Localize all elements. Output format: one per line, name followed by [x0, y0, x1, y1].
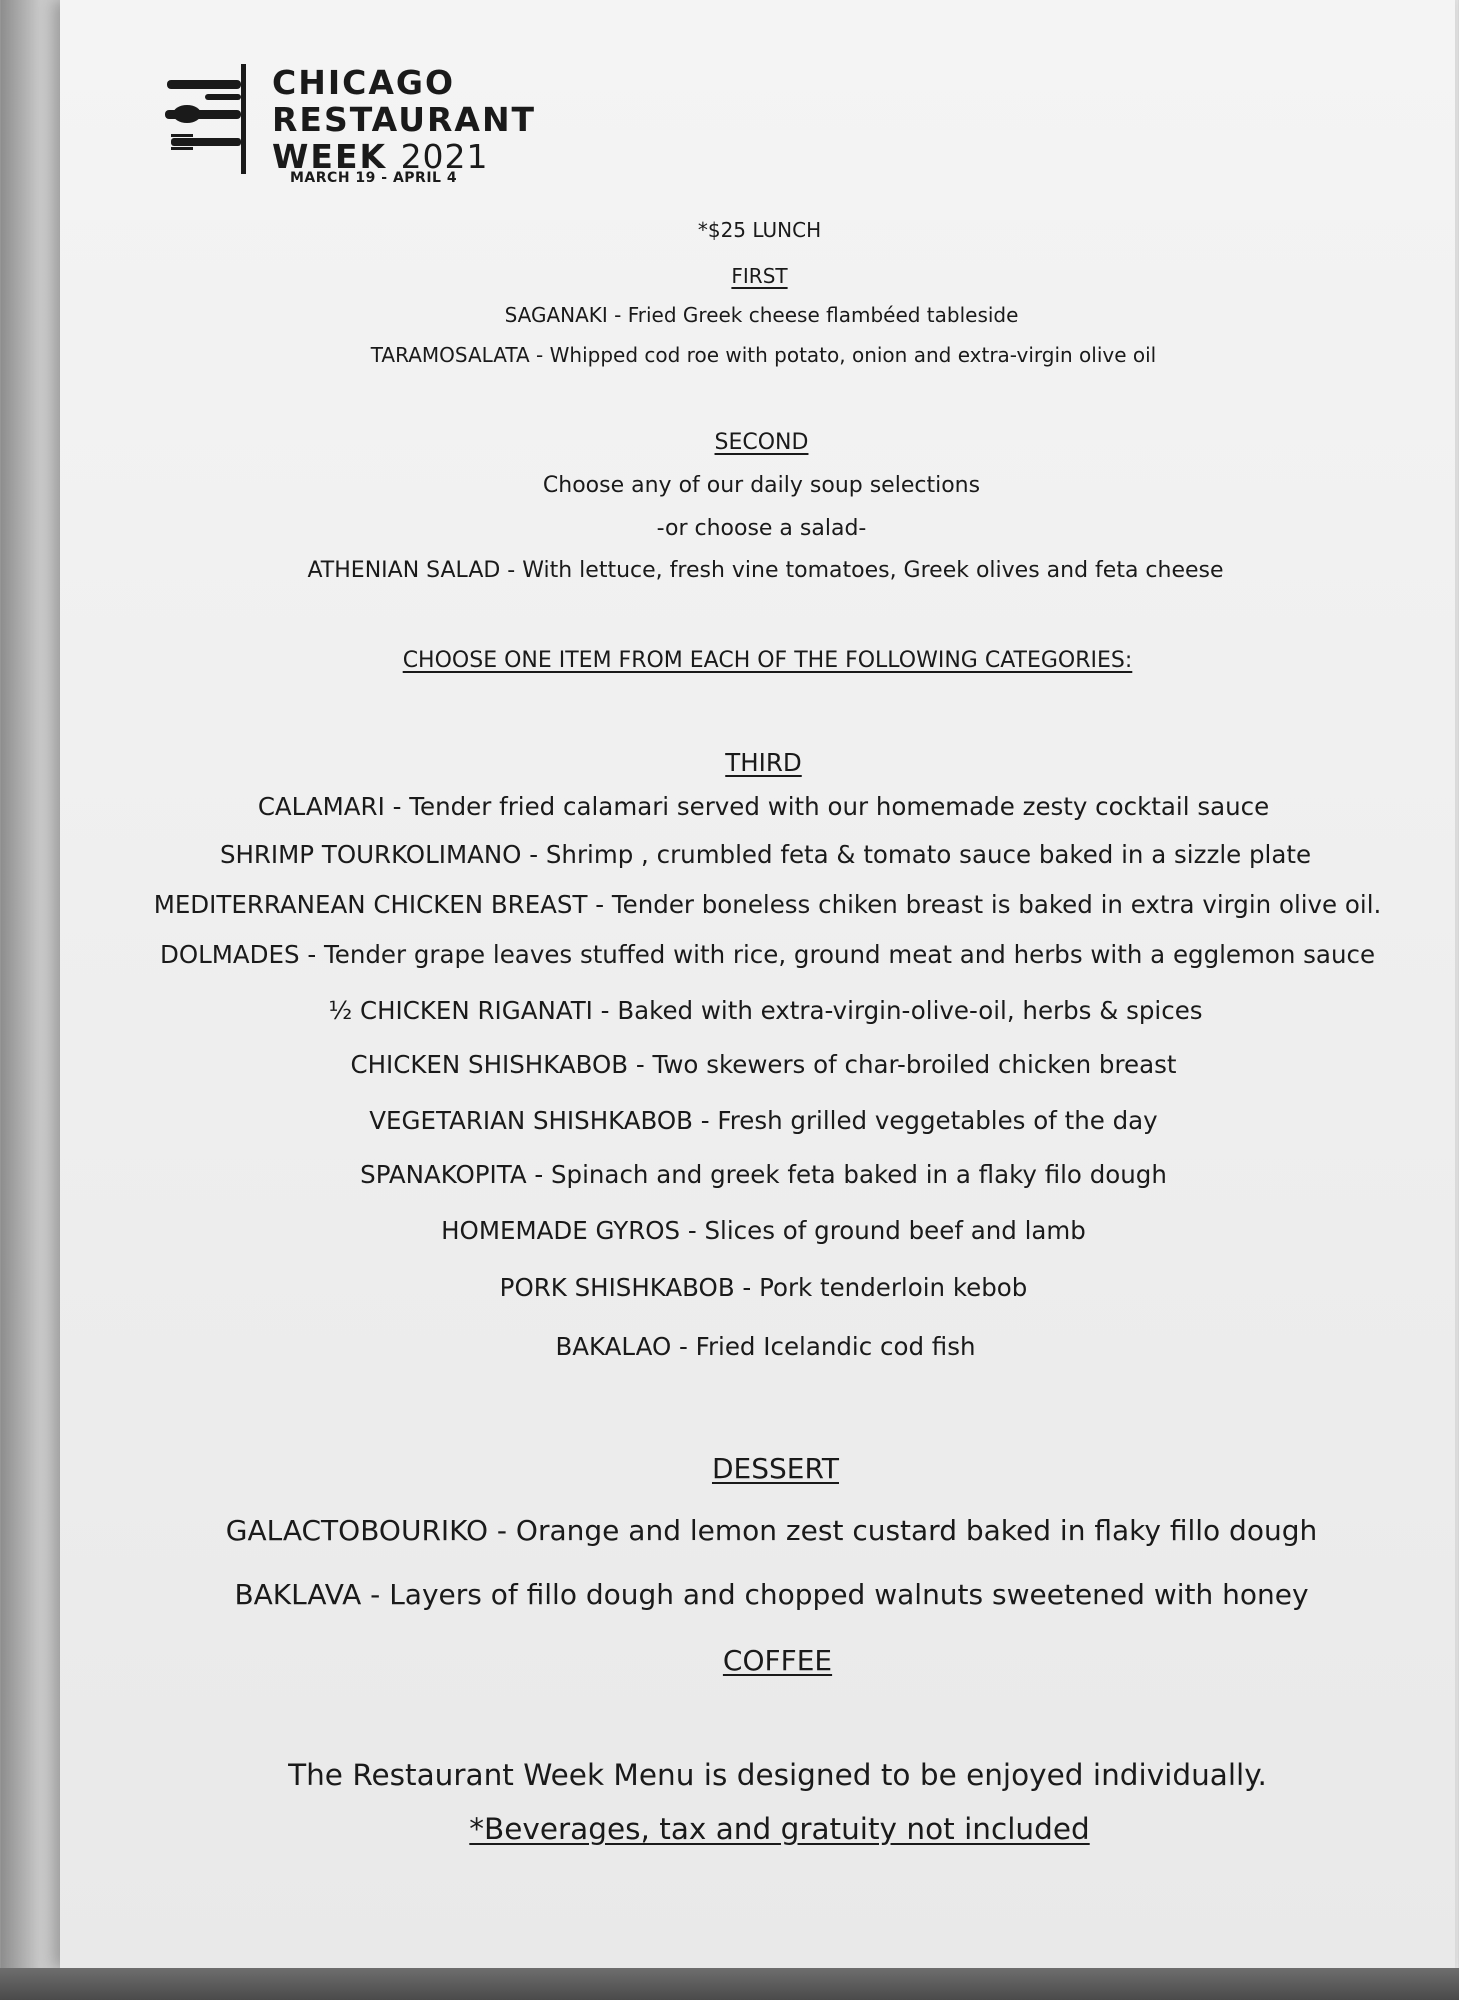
logo-line-restaurant: RESTAURANT	[272, 100, 537, 139]
third-heading: THIRD	[725, 748, 802, 777]
logo-year: 2021	[400, 137, 489, 176]
category-instruction: CHOOSE ONE ITEM FROM EACH OF THE FOLLOWING CATEGORIES:	[402, 648, 1133, 673]
event-dates: MARCH 19 - APRIL 4	[290, 170, 458, 186]
first-heading: FIRST	[731, 264, 788, 288]
logo-line-chicago: CHICAGO	[272, 63, 456, 102]
dessert-heading: DESSERT	[711, 1452, 839, 1485]
second-or-salad: -or choose a salad-	[656, 516, 867, 541]
second-heading: SECOND	[714, 430, 809, 455]
first-item-saganaki: SAGANAKI - Fried Greek cheese flambéed tableside	[504, 303, 1019, 327]
logo-title	[272, 64, 536, 175]
fork-knife-spoon-icon	[165, 64, 255, 174]
third-item-calamari: CALAMARI - Tender fried calamari served with our homemade zesty cocktail sauce	[257, 792, 1270, 821]
second-soup-option: Choose any of our daily soup selections	[542, 473, 981, 498]
third-item-spanakopita: SPANAKOPITA - Spinach and greek feta baked in a flaky filo dough	[360, 1160, 1167, 1189]
restaurant-week-logo	[165, 60, 585, 200]
lunch-price-title: *$25 LUNCH	[697, 218, 822, 242]
dessert-item-baklava: BAKLAVA - Layers of fillo dough and chopped walnuts sweetened with honey	[234, 1578, 1309, 1611]
third-item-homemade-gyros: HOMEMADE GYROS - Slices of ground beef and lamb	[441, 1216, 1086, 1245]
third-item-vegetarian-shishkabob: VEGETARIAN SHISHKABOB - Fresh grilled veggetables of the day	[369, 1106, 1158, 1135]
third-item-chicken-shishkabob: CHICKEN SHISHKABOB - Two skewers of char-broiled chicken breast	[350, 1050, 1177, 1079]
first-item-taramosalata: TARAMOSALATA - Whipped cod roe with potato, onion and extra-virgin olive oil	[370, 343, 1157, 367]
third-item-shrimp-tourkolimano: SHRIMP TOURKOLIMANO - Shrimp , crumbled feta & tomato sauce baked in a sizzle plate	[219, 840, 1312, 869]
footer-note: The Restaurant Week Menu is designed to be enjoyed individually.	[288, 1758, 1267, 1792]
third-item-bakalao: BAKALAO - Fried Icelandic cod fish	[555, 1332, 976, 1361]
third-item-chicken-riganati: ½ CHICKEN RIGANATI - Baked with extra-virgin-olive-oil, herbs & spices	[328, 996, 1203, 1025]
table-surface	[0, 1968, 1459, 2000]
second-item-athenian-salad: ATHENIAN SALAD - With lettuce, fresh vine tomatoes, Greek olives and feta cheese	[307, 558, 1224, 583]
coffee-heading: COFFEE	[722, 1644, 833, 1677]
dessert-item-galactobouriko: GALACTOBOURIKO - Orange and lemon zest custard baked in flaky fillo dough	[225, 1514, 1318, 1547]
logo-word-week: WEEK	[272, 137, 388, 176]
footer-disclaimer: *Beverages, tax and gratuity not included	[469, 1812, 1090, 1846]
third-item-mediterranean-chicken: MEDITERRANEAN CHICKEN BREAST - Tender boneless chiken breast is baked in extra virgin olive oil.	[153, 890, 1382, 919]
third-item-dolmades: DOLMADES - Tender grape leaves stuffed with rice, ground meat and herbs with a egglemon sauce	[159, 940, 1376, 969]
third-item-pork-shishkabob: PORK SHISHKABOB - Pork tenderloin kebob	[499, 1273, 1028, 1302]
